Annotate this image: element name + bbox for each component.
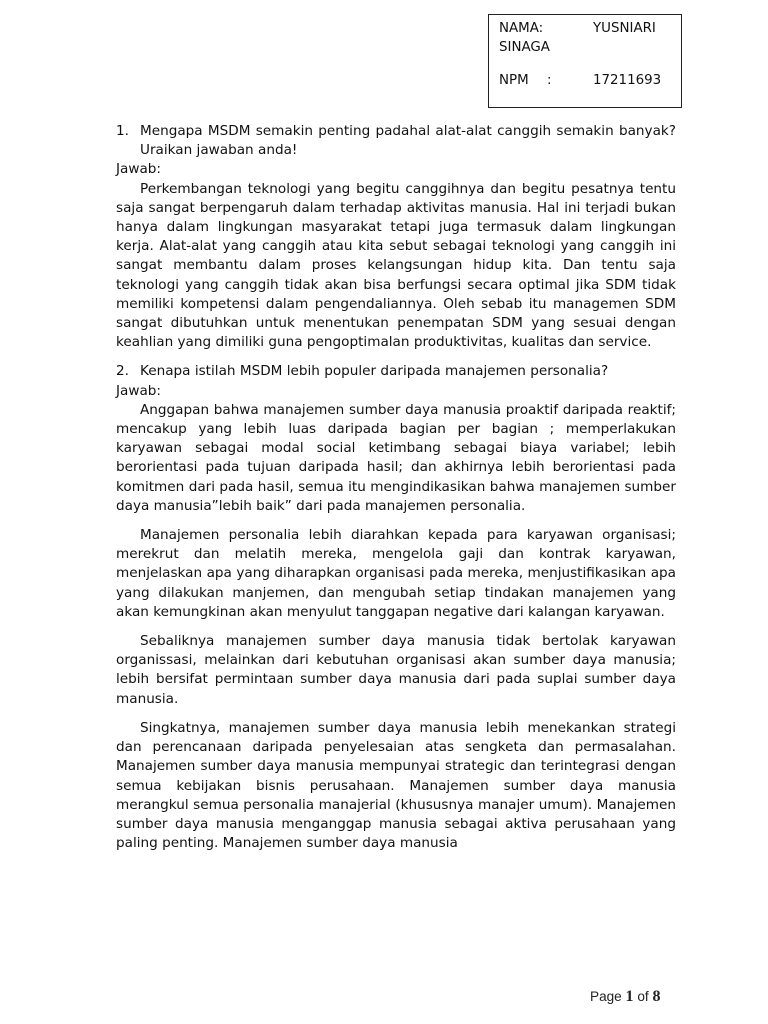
nama-value-second: SINAGA	[499, 40, 550, 55]
npm-value: 17211693	[593, 73, 662, 88]
question-number: 2.	[116, 363, 129, 380]
question-2	[116, 362, 676, 381]
page-total: 8	[652, 988, 661, 1005]
page-footer	[590, 988, 660, 1006]
question-number: 1.	[116, 123, 129, 139]
of-word: of	[637, 989, 649, 1004]
nama-value-first: YUSNIARI	[593, 21, 656, 36]
question-text: Kenapa istilah MSDM lebih populer daripada manajemen personalia?	[140, 363, 609, 380]
nama-label: NAMA:	[499, 21, 544, 36]
answer-paragraph: Singkatnya, manajemen sumber daya manusia lebih menekankan strategi dan perencanaan daripada penyelesaian atas sengketa dan permasalahan. Manajemen sumber daya manusia mempunyai strategic dan terintegrasi dengan semua kebijakan bisnis perusahaan. Manajemen sumber daya manusia merangkul semua personalia manajerial (khususnya manajer umum). Manajemen sumber daya manusia menganggap manusia sebagai aktiva perusahaan yang paling penting. Manajemen sumber daya manusia	[116, 719, 676, 852]
question-text: Mengapa MSDM semakin penting padahal alat-alat canggih semakin banyak? Uraikan jawaban anda!	[140, 123, 676, 159]
answer-paragraph: Perkembangan teknologi yang begitu canggihnya dan begitu pesatnya tentu saja sangat berpengaruh dalam terhadap aktivitas manusia. Hal ini terjadi bukan hanya dalam lingkungan masyarakat tetapi juga termasuk dalam lingkungan kerja. Alat-alat yang canggih atau kita sebut sebagai teknologi yang canggih ini sangat membantu dalam proses kelangsungan hidup kita. Dan tentu saja teknologi yang canggih tidak akan bisa berfungsi secara optimal jika SDM tidak memiliki kompetensi dalam pengendaliannya. Oleh sebab itu managemen SDM sangat dibutuhkan untuk menentukan penempatan SDM yang sesuai dengan keahlian yang dimiliki guna pengoptimalan produktivitas, kualitas dan service.	[116, 180, 676, 351]
npm-colon: :	[547, 73, 552, 88]
document-body	[116, 122, 676, 863]
answer-label: Jawab:	[116, 161, 161, 178]
answer-paragraph: Anggapan bahwa manajemen sumber daya manusia proaktif daripada reaktif; mencakup yang lebih luas daripada bagian per bagian ; memperlakukan karyawan sebagai modal social ketimbang sebagai biaya variabel; lebih berorientasi pada tujuan daripada hasil; dan akhirnya lebih berorientasi pada komitmen dari pada hasil, semua itu mengindikasikan bahwa manajemen sumber daya manusia”lebih baik” dari pada manajemen personalia.	[116, 401, 676, 514]
answer-label: Jawab:	[116, 382, 161, 399]
answer-paragraph: Manajemen personalia lebih diarahkan kepada para karyawan organisasi; merekrut dan melatih mereka, mengelola gaji dan kontrak karyawan, menjelaskan apa yang diharapkan organisasi pada mereka, menjustifikasikan apa yang dilakukan manjemen, dan mengubah setiap tindakan manajemen yang akan kemungkinan akan menyulut tanggapan negative dari kalangan karyawan.	[116, 527, 676, 620]
identity-box	[488, 14, 682, 108]
question-1	[116, 122, 676, 160]
answer-paragraph: Sebaliknya manajemen sumber daya manusia tidak bertolak karyawan organissasi, melainkan dari kebutuhan organisasi akan sumber daya manusia; lebih bersifat permintaan sumber daya manusia dari pada suplai sumber daya manusia.	[116, 633, 676, 707]
page-word: Page	[590, 989, 622, 1004]
npm-label: NPM	[499, 73, 529, 88]
page-current: 1	[625, 988, 634, 1005]
